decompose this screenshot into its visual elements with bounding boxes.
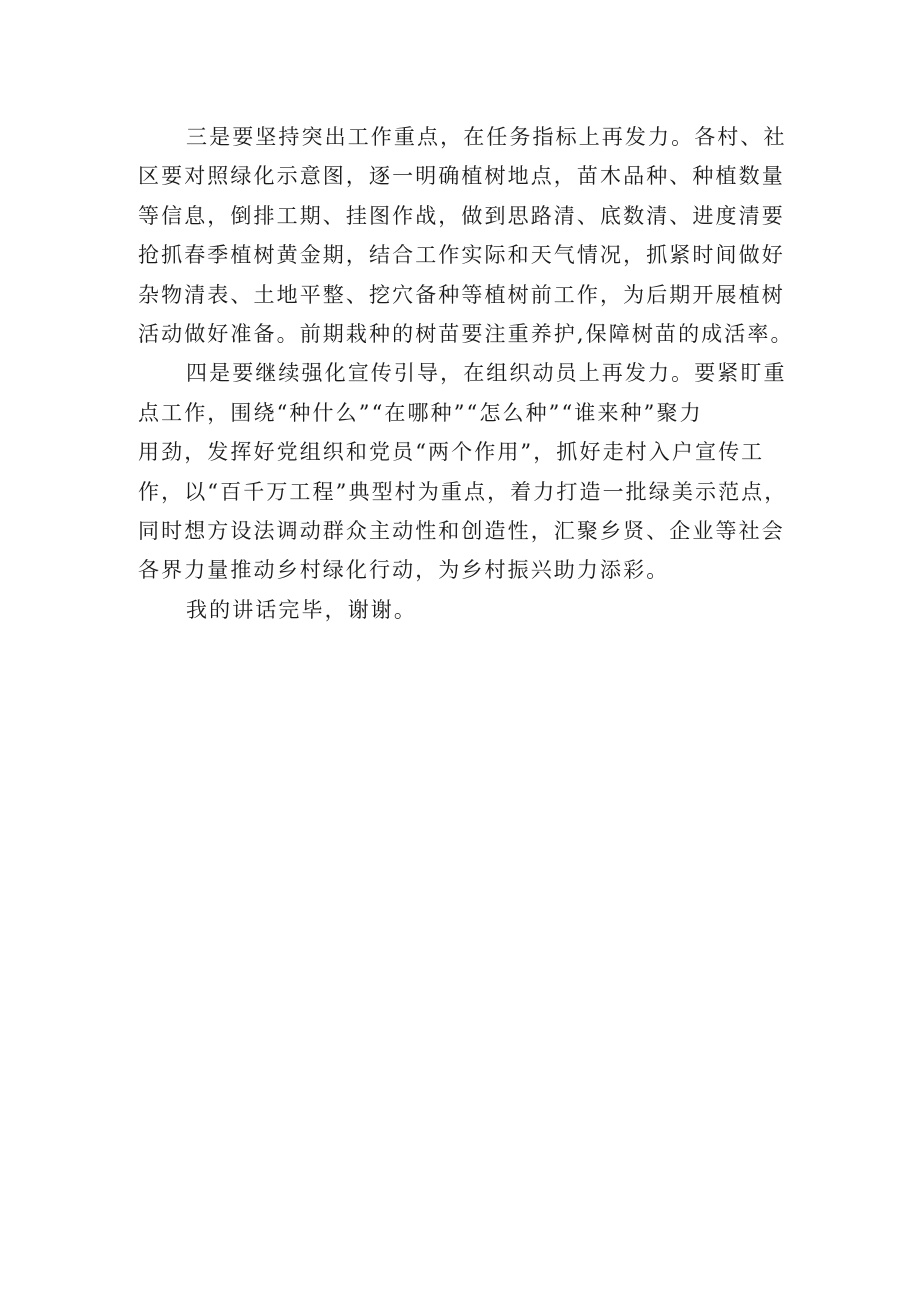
paragraph-line: 区要对照绿化示意图，逐一明确植树地点，苗木品种、种植数量 [138, 164, 785, 189]
paragraph-line: 三是要坚持突出工作重点，在任务指标上再发力。各村、社 [186, 125, 787, 149]
document-body [138, 118, 794, 630]
paragraph-line: 等信息，倒排工期、挂图作战，做到思路清、底数清、进度清要 [138, 203, 785, 228]
paragraph-line: 各界力量推动乡村绿化行动，为乡村振兴助力添彩。 [138, 558, 670, 583]
paragraph-line: 点工作，围绕“种什么”“在哪种”“怎么种”“谁来种”聚力 [138, 400, 703, 425]
paragraph-point-four [138, 354, 794, 590]
paragraph-line: 杂物清表、土地平整、挖穴备种等植树前工作，为后期开展植树 [138, 282, 785, 307]
paragraph-point-three [138, 118, 794, 354]
paragraph-line: 四是要继续强化宣传引导，在组织动员上再发力。要紧盯重 [186, 361, 787, 386]
paragraph-line: 作，以“百千万工程”典型村为重点，着力打造一批绿美示范点， [138, 479, 788, 504]
closing-line: 我的讲话完毕，谢谢。 [186, 597, 417, 622]
paragraph-line: 活动做好准备。前期栽种的树苗要注重养护,保障树苗的成活率。 [138, 321, 794, 346]
closing-remark [138, 591, 794, 630]
paragraph-line: 同时想方设法调动群众主动性和创造性，汇聚乡贤、企业等社会 [138, 518, 785, 543]
paragraph-line: 抢抓春季植树黄金期，结合工作实际和天气情况，抓紧时间做好 [138, 243, 785, 268]
paragraph-line: 用劲，发挥好党组织和党员“两个作用”，抓好走村入户宣传工 [138, 440, 765, 465]
